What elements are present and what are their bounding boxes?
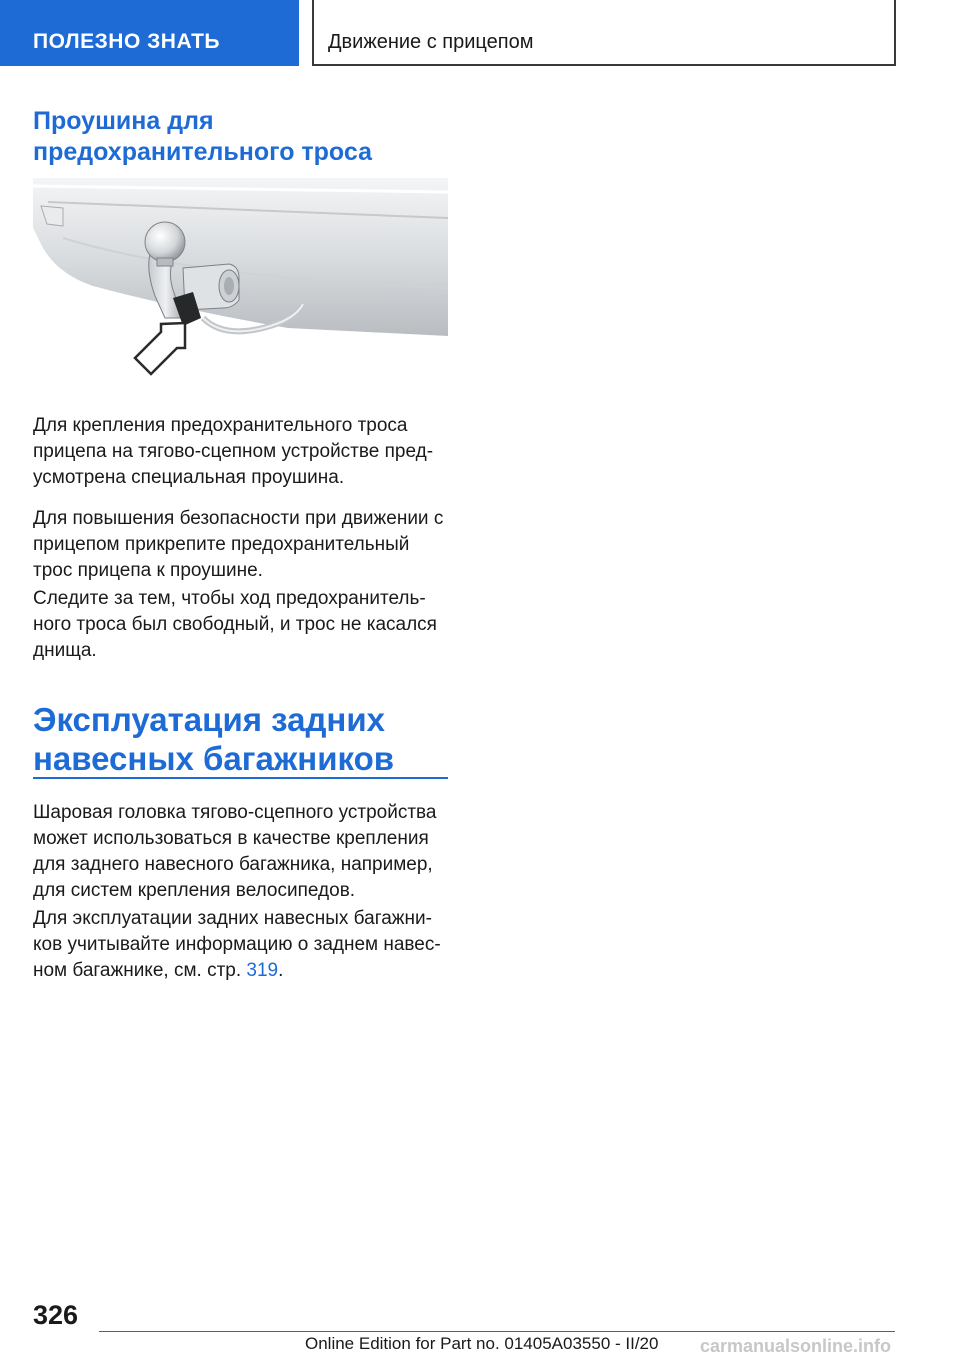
text-line: для систем крепления велосипедов. bbox=[33, 880, 356, 901]
text-line: усмотрена специальная проушина. bbox=[33, 467, 345, 488]
text-line: Для эксплуатации задних навесных багажни- bbox=[33, 908, 432, 929]
page-reference-link[interactable]: 319 bbox=[246, 960, 279, 981]
tow-hitch-eyelet-illustration bbox=[33, 178, 448, 388]
text-line: Следите за тем, чтобы ход предохранитель- bbox=[33, 588, 426, 609]
footer-edition-text: Online Edition for Part no. 01405A03550 - II/20 bbox=[305, 1334, 659, 1353]
paragraph-eyelet-description bbox=[33, 413, 453, 491]
text-line: трос прицепа к проушине. bbox=[33, 560, 263, 581]
footer-watermark: carmanualsonline.info bbox=[700, 1336, 892, 1356]
paragraph-carrier-reference bbox=[33, 906, 453, 984]
section-title-line: Эксплуатация задних bbox=[33, 701, 385, 738]
text-line: может использоваться в качестве крепления bbox=[33, 828, 429, 849]
section-title-eyelet bbox=[33, 106, 453, 168]
header-chapter-title: Движение с прицепом bbox=[312, 0, 896, 66]
text-line: ном багажнике, см. стр. bbox=[33, 960, 247, 981]
text-line: прицепа на тягово-сцепном устройстве пред- bbox=[33, 441, 434, 462]
section-title-line: предохранительного троса bbox=[33, 138, 372, 166]
paragraph-ball-head-usage bbox=[33, 800, 453, 904]
text-line: Для повышения безопасности при движении с bbox=[33, 508, 444, 529]
header-section-tab: ПОЛЕЗНО ЗНАТЬ bbox=[0, 0, 299, 66]
paragraph-cable-free-run bbox=[33, 586, 453, 664]
tow-hitch-illustration bbox=[33, 178, 448, 388]
section-title-line: Проушина для bbox=[33, 107, 214, 135]
text-line: ного троса был свободный, и трос не касался bbox=[33, 614, 437, 635]
text-punctuation: . bbox=[278, 960, 284, 981]
section-divider bbox=[33, 777, 448, 779]
paragraph-safety-instruction bbox=[33, 506, 453, 584]
section-title-rear-carriers bbox=[33, 700, 453, 778]
arrow-pointer-icon bbox=[135, 323, 185, 374]
page-number: 326 bbox=[33, 1300, 79, 1330]
text-line: для заднего навесного багажника, например, bbox=[33, 854, 433, 875]
text-line: Шаровая головка тягово-сцепного устройства bbox=[33, 802, 437, 823]
text-line: Для крепления предохранительного троса bbox=[33, 415, 408, 436]
section-title-line: навесных багажников bbox=[33, 740, 395, 777]
footer-divider bbox=[99, 1331, 895, 1332]
text-line: ков учитывайте информацию о заднем навес- bbox=[33, 934, 441, 955]
text-line: прицепом прикрепите предохранительный bbox=[33, 534, 410, 555]
text-line: днища. bbox=[33, 640, 97, 661]
